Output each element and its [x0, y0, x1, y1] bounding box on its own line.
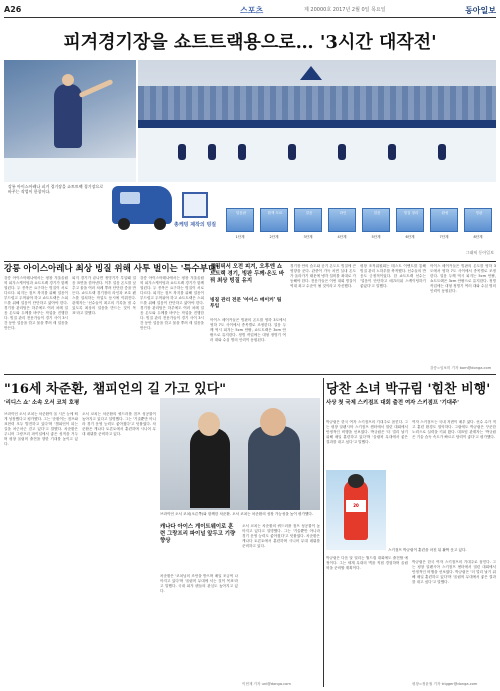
- section1-col6: 아이스 메이커들은 빙판의 온도를 영하 3도에서 영하 7도 사이에서 종목별로 조정한다. 얼음 두께 역시 피겨는 5cm 안팎, 쇼트트랙은 3cm 안팎으로 유지한다. 정빙 작업에는 대형 정빙기 여러 대와 수십 명의 인력이 동원된다.: [430, 264, 496, 293]
- section3-col2: 여자 스키점프는 국내 저변이 매우 얇다. 선수 수가 적고 훈련 환경도 열악하다. 그럼에도 박규림은 꾸준한 노력으로 실력을 키워 왔다. 대표팀 관계자는 '박규림은 기술 습득 속도가 빠르고 담력이 좋다'고 평가했다.: [412, 420, 496, 439]
- skater-photo: [4, 60, 136, 182]
- section1-deck2: 빙질 관리 전문 '아이스 메이커' 팀 투입: [210, 298, 282, 309]
- section3-col4: 박규림은 한국 여자 스키점프의 기대주로 꼽힌다. 그는 평창 알펜시아 스키점프 센터에서 열린 대회에서 안정적인 비행을 선보였다. 박규림은 '더 멀리 날기 위해 매일 훈련하고 있다'며 '올림픽 무대에서 좋은 결과를 내고 싶다'고 말했다.: [412, 560, 496, 584]
- section2-deck: '리디스 쇼' 소속 오서 코치 호평: [4, 400, 80, 406]
- graphic-credit: 그래픽 동아일보: [465, 250, 494, 255]
- layer-label: 5단계: [371, 235, 381, 239]
- coach-photo-caption: 브라이언 오서 코치(오른쪽)와 함께한 차준환. 오서 코치는 차준환의 성장 가능성을 높이 평가했다.: [160, 512, 314, 516]
- section2-col3: 차준환은 '코치님의 조언을 받으며 매일 조금씩 나아지고 있다'며 '올림픽 무대에 서는 것이 목표'라고 말했다. 국내 피겨 팬들의 관심도 높아지고 있다.: [160, 574, 238, 593]
- arena-photo: [138, 60, 496, 182]
- paper-logo: 동아일보: [465, 5, 496, 15]
- arena-logo-icon: [300, 66, 322, 80]
- page-headline: 피겨경기장을 쇼트트랙용으로… '3시간 대작전': [63, 32, 437, 53]
- section2-col4: 오서 코치는 차준환의 쿼드러플 점프 성공률이 높아지고 있다고 설명했다. 그는 '기술뿐만 아니라 경기 운영 능력도 좋아졌다'고 덧붙였다. 차준환은 캐나다 토론토에서 훈련하며 시니어 무대 데뷔를 준비하고 있다.: [242, 524, 320, 548]
- infographic-label: 총케빙 제작의 빙질: [174, 222, 217, 228]
- layer-label: 4단계: [337, 235, 347, 239]
- masthead: [4, 4, 496, 18]
- section3-deck: 사상 첫 국제 스키점프 대회 출전 여자 스키점프 '기대주': [326, 400, 459, 406]
- section-name: 스포츠: [240, 6, 264, 15]
- section2-headline: "16세 차준환, 챔피언의 길 가고 있다": [4, 382, 227, 397]
- section1-deck: 올림픽서 오전 피겨, 오후엔 쇼트트랙 경기, 빙판 두께·온도 바꿔 최상 빙질 유지: [210, 264, 285, 284]
- section1-col1: 강릉 아이스아레나에서는 평창 겨울올림픽 피겨스케이팅과 쇼트트랙 경기가 함께 열린다. 두 종목은 요구하는 빙질이 서로 다르다. 피겨는 점프 착지를 위해 얼음이 부드럽고 두꺼워야 하고 쇼트트랙은 스피드를 위해 얼음이 단단하고 얇아야 한다. 경기장 관리팀은 하루에도 여러 차례 얼음 온도와 두께를 바꾸는 작업을 진행한다. 빙질 관리 전문가들이 경기 사이 3시간 동안 얼음을 깎고 물을 뿌려 새 얼음을 만든다.: [4, 276, 68, 330]
- layer-label: 6단계: [405, 235, 415, 239]
- section1-col5: 평창 조직위원회는 테스트 이벤트를 통해 빙질 관리 노하우를 축적했다. 선수들의 반응도 긍정적이었다. 한 쇼트트랙 선수는 '얼음이 단단하고 매끄러워 스케이팅하기 좋았다'고 말했다.: [360, 264, 426, 288]
- layer-text: 얼음: [373, 211, 381, 215]
- section3-byline: 평창=정윤철 기자 trigger@donga.com: [412, 682, 478, 686]
- section1-subhead: 강릉 아이스아레나 최상 빙질 위해 사투 벌이는 '특수부대': [4, 264, 219, 274]
- bib-number: 20: [353, 503, 359, 508]
- layer-label: 8단계: [473, 235, 483, 239]
- section2-byline: 이헌재 기자 uni@donga.com: [242, 682, 291, 686]
- layer-text: 얼음: [305, 211, 313, 215]
- layer-label: 1단계: [235, 235, 245, 239]
- ice-layer-steps: [226, 208, 496, 238]
- section1-col2: 피겨 경기가 끝나면 정빙기가 투입돼 얼음 표면을 깎아낸다. 이후 얼음 온도를 낮추고 물을 여러 차례 뿌려 단단한 층을 만든다. 쇼트트랙 경기장의 라인과 보호 펜스를 설치하는 작업도 동시에 이뤄진다. 관계자는 '선수들이 최고의 기록을 낼 수 있도록 최상의 얼음을 만드는 것이 목표'라고 말했다.: [72, 276, 136, 315]
- section2-deck2: 캐나다 아이스 게이트웨이로 훈련 그랑프리 파이널 앞두고 기량 향상: [160, 524, 236, 544]
- coach-photo: [160, 398, 320, 510]
- ski-photo-caption: 스키점프 박규림이 훈련을 마친 뒤 활짝 웃고 있다.: [388, 548, 467, 552]
- section1-col3: 아이스 메이커들은 빙판의 온도를 영하 3도에서 영하 7도 사이에서 종목별로 조정한다. 얼음 두께 역시 피겨는 5cm 안팎, 쇼트트랙은 3cm 안팎으로 유지한다. 정빙 작업에는 대형 정빙기 여러 대와 수십 명의 인력이 동원된다.: [210, 318, 286, 342]
- layer-label: 2단계: [269, 235, 279, 239]
- zamboni-icon: [112, 186, 172, 224]
- section1-col2b: 강릉 아이스아레나에서는 평창 겨울올림픽 피겨스케이팅과 쇼트트랙 경기가 함께 열린다. 두 종목은 요구하는 빙질이 서로 다르다. 피겨는 점프 착지를 위해 얼음이 부드럽고 두꺼워야 하고 쇼트트랙은 스피드를 위해 얼음이 단단하고 얇아야 한다. 경기장 관리팀은 하루에도 여러 차례 얼음 온도와 두께를 바꾸는 작업을 진행한다. 빙질 관리 전문가들이 경기 사이 3시간 동안 얼음을 깎고 물을 뿌려 새 얼음을 만든다.: [140, 276, 204, 330]
- layer-label: 3단계: [303, 235, 313, 239]
- skater-caption: 강릉 아이스아레나 피겨 경기장을 쇼트트랙 경기장으로 바꾸는 작업이 한창이다.: [8, 184, 104, 194]
- section3-col1: 박규림은 한국 여자 스키점프의 기대주로 꼽힌다. 그는 평창 알펜시아 스키점프 센터에서 열린 대회에서 안정적인 비행을 선보였다. 박규림은 '더 멀리 날기 위해 매일 훈련하고 있다'며 '올림픽 무대에서 좋은 결과를 내고 싶다'고 말했다.: [326, 420, 408, 444]
- layer-text: 라인: [339, 211, 347, 215]
- section2-col1: 브라이언 오서 코치는 차준환이 올 시즌 눈에 띄게 성장했다고 평가했다. 그는 '준환이는 점프와 표현력 모두 발전하고 있다'며 '챔피언이 되는 길을 차근차근 걷고 있다'고 말했다. 차준환은 주니어 그랑프리 파이널에서 좋은 성적을 거두며 평창 올림픽 출전을 향한 기대를 높이고 있다.: [4, 412, 78, 446]
- ski-jumper-photo: [326, 470, 386, 550]
- layer-text: 빙질 정리: [403, 211, 419, 215]
- section1-col4: 경기장 안의 습도와 공기 온도도 빙질에 큰 영향을 준다. 관중이 가득 차면 실내 온도가 올라가기 때문에 냉각 설비를 최대로 가동해야 한다. 전문가들은 이번 대회 빙질이 역대 최고 수준이 될 것이라고 자신했다.: [290, 264, 356, 288]
- ice-box-icon: [182, 192, 208, 218]
- ice-infographic: [4, 184, 496, 260]
- section3-col3: 박규림은 다음 달 열리는 월드컵 대회에도 출전할 예정이다. 그는 세계 무대의 벽을 직접 경험하며 올림픽을 준비할 계획이다.: [326, 556, 408, 570]
- section3-headline: 당찬 소녀 박규림 '힘찬 비행': [326, 382, 491, 397]
- skater-figure: [54, 84, 82, 148]
- layer-text: 흰색 도료: [267, 211, 283, 215]
- page-number: A26: [4, 5, 22, 14]
- issue-date: 제 20000호 2017년 2월 0일 목요일: [304, 7, 386, 13]
- section2-col2: 오서 코치는 차준환의 쿼드러플 점프 성공률이 높아지고 있다고 설명했다. 그는 '기술뿐만 아니라 경기 운영 능력도 좋아졌다'고 덧붙였다. 차준환은 캐나다 토론토에서 훈련하며 시니어 무대 데뷔를 준비하고 있다.: [82, 412, 156, 436]
- layer-text: 얼음판: [235, 211, 247, 215]
- layer-text: 완성: [441, 211, 449, 215]
- section1-byline: 강릉=임보미 기자 bom@donga.com: [430, 366, 492, 370]
- layer-label: 7단계: [439, 235, 449, 239]
- layer-text: 빙판: [475, 211, 483, 215]
